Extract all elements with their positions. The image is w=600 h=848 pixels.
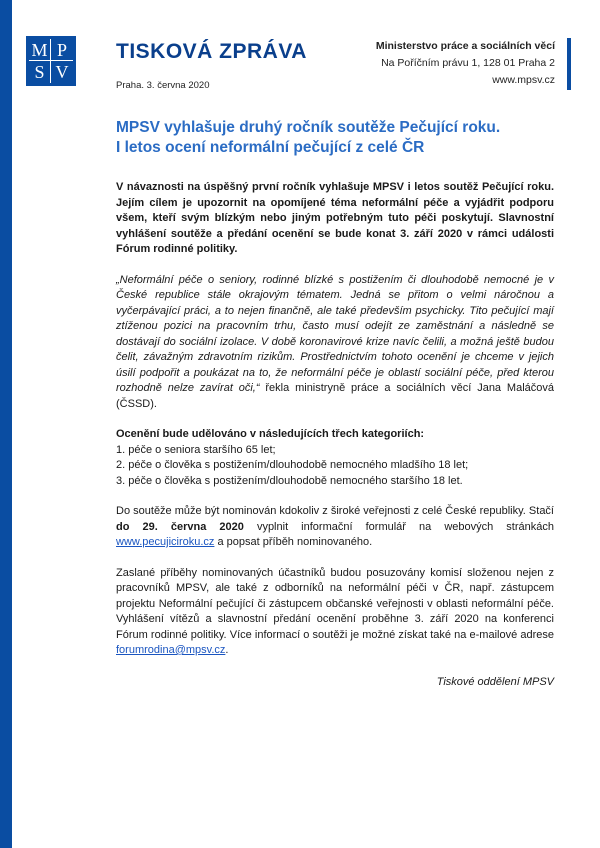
ministry-address: Na Poříčním právu 1, 128 01 Praha 2 xyxy=(381,57,555,69)
logo-letter: P xyxy=(51,39,73,61)
nomination-text-2: vyplnit informační formulář na webových stránkách xyxy=(243,520,554,533)
pecujiciroku-link[interactable]: www.pecujiciroku.cz xyxy=(116,536,215,548)
headline-line-2: I letos ocení neformální pečující z celé ČR xyxy=(116,139,425,156)
list-item: 3. péče o člověka s postižením/dlouhodobě nemocného staršího 18 let. xyxy=(116,474,463,487)
article-body xyxy=(116,180,554,674)
logo-letter: M xyxy=(29,39,51,61)
nomination-paragraph xyxy=(116,504,554,551)
list-item: 1. péče o seniora staršího 65 let; xyxy=(116,443,276,456)
document-type-title: TISKOVÁ ZPRÁVA xyxy=(116,40,307,63)
nomination-text-1: Do soutěže může být nominován kdokoliv z široké veřejnosti z celé České republiky. Stačí xyxy=(116,505,554,517)
nomination-deadline: do 29. června 2020 xyxy=(116,520,244,533)
headline-line-1: MPSV vyhlašuje druhý ročník soutěže Pečující roku. xyxy=(116,119,501,136)
release-date: Praha. 3. června 2020 xyxy=(116,80,210,91)
quote-paragraph xyxy=(116,273,554,413)
mpsv-logo xyxy=(26,36,76,86)
brand-side-bar xyxy=(0,0,12,848)
quote-attribution: řekla ministryně práce a sociálních věcí Jana Maláčová (ČSSD). xyxy=(116,382,554,410)
logo-letter: S xyxy=(29,61,51,83)
jury-paragraph xyxy=(116,566,554,659)
categories-list xyxy=(116,427,554,489)
nomination-text-3: a popsat příběh nominovaného. xyxy=(214,536,373,548)
lead-paragraph: V návaznosti na úspěšný první ročník vyhlašuje MPSV i letos soutěž Pečující roku. Jejím cílem je upozornit na opomíjené téma neformální péče a vyjádřit podporu všem, kteří svým blízkým nebo jiným potřebným tuto péči poskytují. Slavnostní vyhlášení soutěže a předání ocenění se bude konat 3. září 2020 v rámci události Fórum rodinné politiky. xyxy=(116,181,554,255)
press-release-headline xyxy=(116,118,556,158)
press-office-signature: Tiskové oddělení MPSV xyxy=(436,676,554,688)
logo-letter: V xyxy=(55,62,69,82)
jury-text-end: . xyxy=(225,644,229,656)
ministry-address-block xyxy=(376,38,555,89)
ministry-website: www.mpsv.cz xyxy=(492,74,555,86)
contact-email-link[interactable]: forumrodina@mpsv.cz xyxy=(116,644,226,656)
minister-quote: „Neformální péče o seniory, rodinné blízké s postižením či dlouhodobě nemocné je v České republice stále okrajovým tématem. Jedná se přitom o velmi náročnou a vyčerpávající práci, a to nejen finančně, ale také především psychicky. Tito pečující mají ztíženou pozici na pracovním trhu, často musí odejít ze zaměstnání a následně se dostávají do sociální izolace. V době koronavirové krize navíc čelili, a možná ještě budou čelit, závažným zdravotním rizikům. Prostřednictvím tohoto ocenění je chceme v jejich úsilí podpořit a poukázat na to, že neformální péče je oblastí sociální péče, před kterou rozhodně nelze zavírat oči,“ xyxy=(116,273,554,394)
list-item: 2. péče o člověka s postižením/dlouhodobě nemocného mladšího 18 let; xyxy=(116,459,469,471)
address-accent-bar xyxy=(567,38,571,90)
ministry-name: Ministerstvo práce a sociálních věcí xyxy=(375,40,555,52)
jury-text: Zaslané příběhy nominovaných účastníků budou posuzovány komisí složenou nejen z pracovníků MPSV, ale také z odborníků na neformální péči v ČR, např. zástupcem projektu Neformální pečující či zástupcem občanské veřejnosti v oblasti neformální péče. Vyhlášení vítězů a slavnostní předání ocenění proběhne 3. září 2020 na konferenci Fórum rodinné politiky. Více informací o soutěži je možné získat také na e-mailové adrese xyxy=(116,566,554,641)
categories-heading: Ocenění bude udělováno v následujících třech kategoriích: xyxy=(116,428,425,440)
